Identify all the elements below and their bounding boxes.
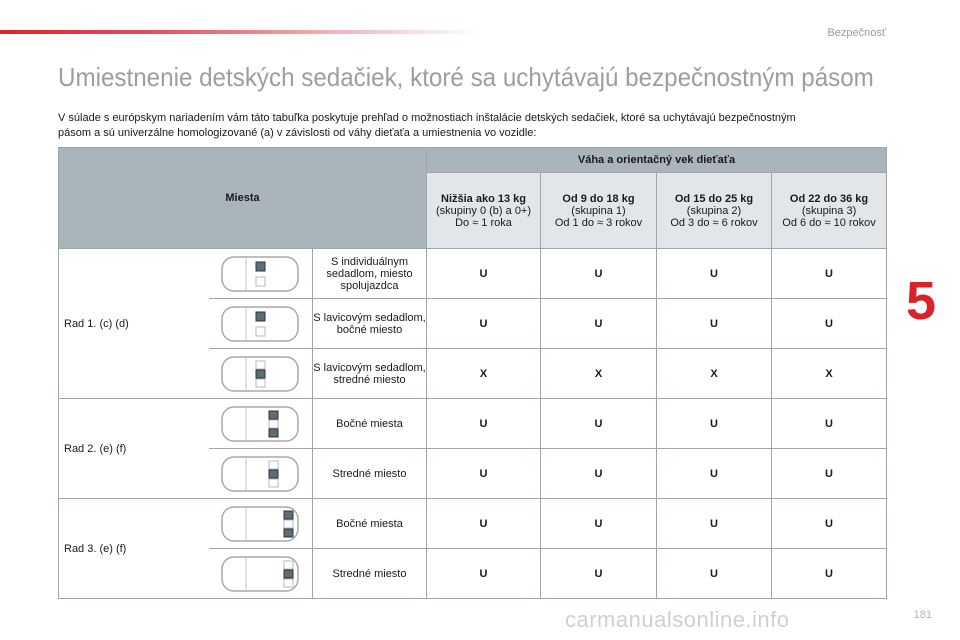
table-cell: X <box>541 349 657 399</box>
table-cell: U <box>427 399 541 449</box>
table-cell: U <box>772 499 887 549</box>
table-cell: X <box>657 349 772 399</box>
car-diagram <box>209 299 313 349</box>
section-title: Bezpečnosť <box>827 27 886 39</box>
table-cell: U <box>541 299 657 349</box>
car-diagram <box>209 499 313 549</box>
group-header: Od 15 do 25 kg (skupina 2) Od 3 do ≈ 6 rokov <box>657 173 772 249</box>
weight-header: Váha a orientačný vek dieťaťa <box>427 148 887 173</box>
table-cell: U <box>657 399 772 449</box>
seat-position: Bočné miesta <box>313 399 427 449</box>
table-cell: U <box>541 399 657 449</box>
van-seat-diagram-icon <box>220 553 300 595</box>
seat-position: S individuálnym sedadlom, miesto spolujazdca <box>313 249 427 299</box>
page-number: 181 <box>913 609 932 621</box>
table-cell: U <box>657 449 772 499</box>
row-label: Rad 1. (c) (d) <box>59 249 209 399</box>
table-cell: U <box>541 499 657 549</box>
car-diagram <box>209 349 313 399</box>
car-diagram <box>209 249 313 299</box>
group-header: Od 22 do 36 kg (skupina 3) Od 6 do ≈ 10 rokov <box>772 173 887 249</box>
row-label: Rad 3. (e) (f) <box>59 499 209 599</box>
table-cell: U <box>427 249 541 299</box>
table-cell: U <box>541 449 657 499</box>
van-seat-diagram-icon <box>220 303 300 345</box>
intro-paragraph: V súlade s európskym nariadením vám táto tabuľka poskytuje prehľad o možnostiach inštalácie detských sedačiek, ktoré sa uchytávajú bezpečnostným pásom a sú univerzálne homologizované (a) v závislosti od váhy dieťaťa a umiestnenia vo vozidle: <box>58 112 796 139</box>
chapter-number: 5 <box>905 271 936 331</box>
van-seat-diagram-icon <box>220 403 300 445</box>
van-seat-diagram-icon <box>220 353 300 395</box>
table-cell: U <box>541 249 657 299</box>
table-cell: U <box>772 249 887 299</box>
van-seat-diagram-icon <box>220 503 300 545</box>
car-diagram <box>209 449 313 499</box>
seat-position: S lavicovým sedadlom, bočné miesto <box>313 299 427 349</box>
table-cell: U <box>657 549 772 599</box>
table-cell: U <box>772 549 887 599</box>
group-header: Nižšia ako 13 kg (skupiny 0 (b) a 0+) Do ≈ 1 roka <box>427 173 541 249</box>
van-seat-diagram-icon <box>220 253 300 295</box>
table-cell: U <box>772 449 887 499</box>
table-cell: U <box>657 499 772 549</box>
seat-position: Stredné miesto <box>313 549 427 599</box>
watermark: carmanualsonline.info <box>565 607 790 632</box>
table-cell: X <box>427 349 541 399</box>
seat-position: Stredné miesto <box>313 449 427 499</box>
van-seat-diagram-icon <box>220 453 300 495</box>
seat-position: S lavicovým sedadlom, stredné miesto <box>313 349 427 399</box>
header-accent-bar <box>0 30 480 34</box>
table-cell: X <box>772 349 887 399</box>
table-cell: U <box>427 499 541 549</box>
table-cell: U <box>657 299 772 349</box>
table-cell: U <box>427 549 541 599</box>
row-label: Rad 2. (e) (f) <box>59 399 209 499</box>
table-cell: U <box>657 249 772 299</box>
table-cell: U <box>427 449 541 499</box>
child-seat-table <box>58 147 887 599</box>
table-cell: U <box>427 299 541 349</box>
seats-header: Miesta <box>59 148 427 249</box>
table-cell: U <box>772 399 887 449</box>
car-diagram <box>209 399 313 449</box>
seat-position: Bočné miesta <box>313 499 427 549</box>
table-cell: U <box>541 549 657 599</box>
page-title: Umiestnenie detských sedačiek, ktoré sa uchytávajú bezpečnostným pásom <box>58 62 874 92</box>
table-cell: U <box>772 299 887 349</box>
group-header: Od 9 do 18 kg (skupina 1) Od 1 do ≈ 3 rokov <box>541 173 657 249</box>
car-diagram <box>209 549 313 599</box>
